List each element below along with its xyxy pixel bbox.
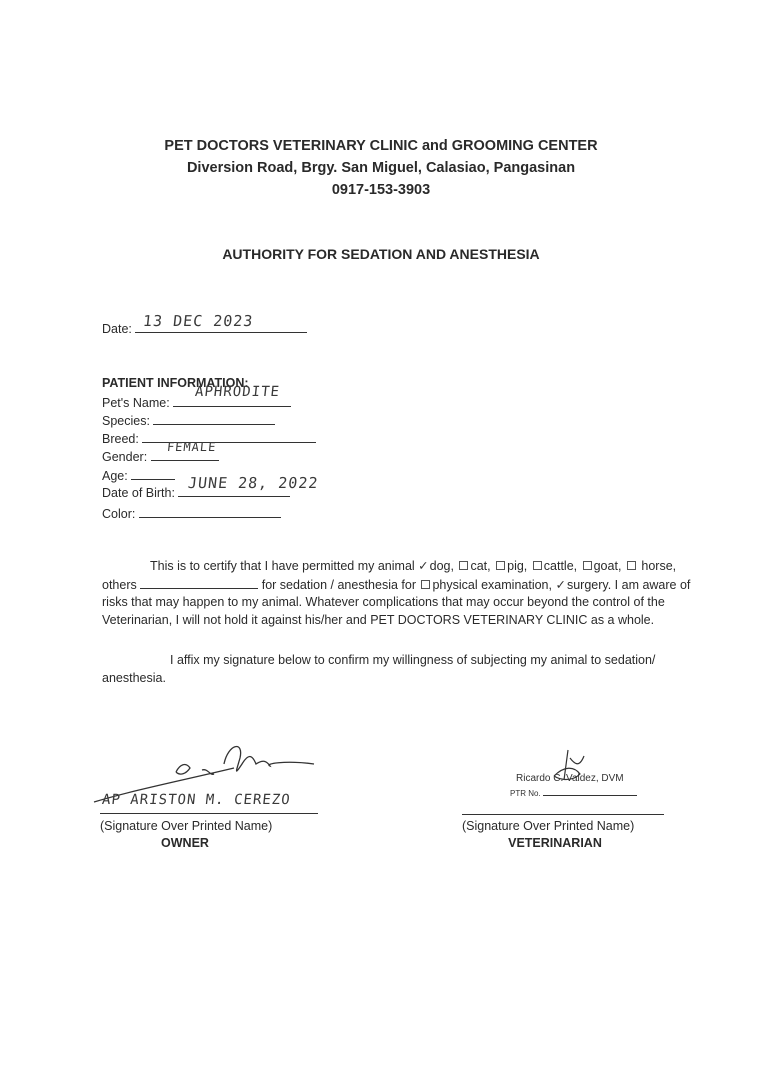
others-field[interactable] (140, 576, 258, 589)
gender-row (102, 440, 219, 464)
consent-text-b: for sedation / anesthesia for (261, 577, 416, 592)
age-field[interactable] (131, 467, 175, 480)
clinic-name: PET DOCTORS VETERINARY CLINIC and GROOMING CENTER (164, 138, 598, 154)
opt-cat: cat, (470, 559, 491, 573)
gender-field[interactable] (151, 440, 219, 461)
age-row (102, 467, 175, 483)
breed-label: Breed: (102, 432, 139, 446)
pet-name-row (102, 384, 291, 410)
pet-name-value: APHRODITE (194, 384, 281, 400)
form-title: AUTHORITY FOR SEDATION AND ANESTHESIA (222, 246, 540, 262)
owner-caption: (Signature Over Printed Name) (100, 819, 273, 833)
opt-cattle: cattle, (543, 559, 578, 573)
vet-caption: (Signature Over Printed Name) (462, 819, 635, 833)
date-row (102, 312, 307, 336)
owner-role: OWNER (161, 836, 209, 850)
species-row (102, 412, 275, 428)
affirm-paragraph (102, 652, 692, 687)
color-label: Color: (102, 507, 136, 521)
species-field[interactable] (153, 412, 275, 425)
patient-heading: PATIENT INFORMATION: (102, 376, 249, 390)
pig-checkbox[interactable] (496, 561, 505, 570)
cat-checkbox[interactable] (459, 561, 468, 570)
vet-role: VETERINARIAN (508, 836, 602, 850)
clinic-phone: 0917-153-3903 (331, 182, 431, 198)
goat-checkbox[interactable] (583, 561, 592, 570)
vet-ptr-field[interactable] (543, 788, 637, 796)
date-field[interactable] (135, 312, 307, 333)
vet-name: Ricardo C. Valdez, DVM (516, 773, 624, 784)
clinic-address: Diversion Road, Brgy. San Miguel, Calasiao, Pangasinan (186, 160, 576, 176)
opt-horse: horse, others (102, 559, 677, 592)
opt-exam: physical examination, (432, 577, 552, 592)
consent-paragraph (102, 558, 692, 629)
cattle-checkbox[interactable] (533, 561, 542, 570)
horse-checkbox[interactable] (627, 561, 636, 570)
age-label: Age: (102, 469, 128, 483)
color-row (102, 505, 281, 521)
owner-signature-line (100, 813, 318, 814)
date-value: 13 DEC 2023 (142, 312, 255, 330)
dob-field[interactable] (178, 474, 320, 497)
color-field[interactable] (139, 505, 281, 518)
opt-pig: pig, (507, 559, 528, 573)
vet-ptr-label: PTR No. (510, 789, 541, 798)
owner-signature (84, 740, 324, 820)
date-label: Date: (102, 322, 132, 336)
gender-value: FEMALE (165, 440, 217, 454)
gender-label: Gender: (102, 450, 148, 464)
consent-text-c: I am aware of risks that may happen to my animal. Whatever complications that may occur beyond the control of the Veterinarian, I will not hold it against his/her and PET DOCTORS VETERINARY CLINIC as a whole. (102, 577, 691, 627)
exam-checkbox[interactable] (421, 580, 430, 589)
opt-surgery: surgery. (566, 577, 612, 592)
pet-name-field[interactable] (173, 384, 291, 407)
dob-label: Date of Birth: (102, 486, 175, 500)
vet-signature-line (462, 814, 664, 815)
dog-checkbox[interactable]: ✓ (418, 559, 429, 573)
opt-goat: goat, (593, 559, 622, 573)
dob-value: JUNE 28, 2022 (187, 474, 320, 492)
pet-name-label: Pet's Name: (102, 396, 170, 410)
surgery-checkbox[interactable]: ✓ (555, 577, 566, 592)
species-label: Species: (102, 414, 150, 428)
opt-dog: dog, (429, 559, 454, 573)
owner-printed-name: AP ARISTON M. CEREZO (101, 792, 292, 808)
consent-text-a: This is to certify that I have permitted my animal (150, 559, 415, 573)
affirm-text: I affix my signature below to confirm my willingness of subjecting my animal to sedation/ anesthesia. (102, 653, 656, 685)
vet-ptr (510, 788, 637, 798)
